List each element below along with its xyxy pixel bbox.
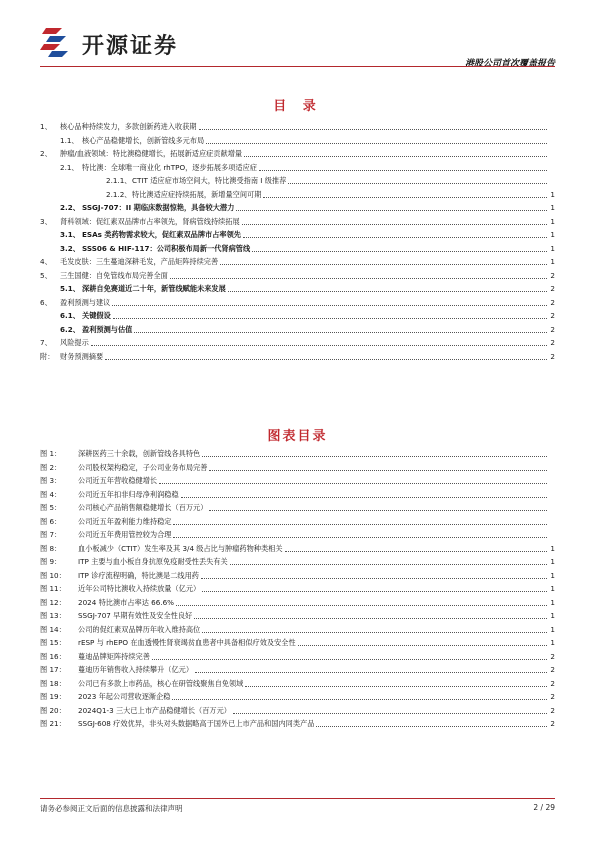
figure-text: 公司股权架构稳定，子公司业务布局完善 — [78, 462, 208, 472]
toc-number: 5、 — [40, 270, 52, 280]
toc-page: 2 — [550, 311, 555, 320]
figure-text: 公司核心产品销售额稳健增长（百万元） — [78, 503, 208, 512]
dot-leader — [173, 537, 547, 538]
toc-text: 三生国健：自免管线布局完善全面 — [60, 270, 168, 280]
dot-leader — [263, 197, 547, 198]
toc-page: 2 — [550, 297, 555, 307]
figure-entry[interactable] — [40, 515, 555, 529]
figure-entry[interactable] — [40, 704, 555, 718]
figure-number: 图 1： — [40, 449, 62, 458]
figure-text: SSGJ-707 早期有效性及安全性良好 — [78, 611, 193, 620]
toc-entry[interactable] — [40, 228, 555, 242]
toc-entry[interactable] — [40, 174, 555, 188]
figure-text: ITP 诊疗流程明确，特比澳是二线用药 — [78, 570, 199, 580]
toc-page: 1 — [550, 216, 555, 226]
dot-leader — [220, 264, 547, 265]
toc-text: SSS06 & HIF-117：公司积极布局新一代肾病管线 — [82, 243, 251, 253]
figure-number: 图 11： — [40, 584, 66, 593]
figure-number: 图 5： — [40, 503, 62, 512]
figure-page: 1 — [550, 597, 555, 607]
figure-text: 公司近五年费用管控较为合理 — [78, 530, 172, 539]
dot-leader — [316, 726, 547, 727]
dot-leader — [209, 470, 547, 471]
toc-page: 2 — [550, 351, 555, 361]
figure-text: 蔓迪品牌矩阵持续完善 — [78, 651, 150, 661]
dot-leader — [113, 318, 547, 319]
figure-entry[interactable] — [40, 461, 555, 475]
toc-text: 毛发皮肤：三生蔓迪深耕毛发，产品矩阵持续完善 — [60, 257, 219, 266]
figure-entry[interactable] — [40, 690, 555, 704]
figure-number: 图 8： — [40, 543, 62, 553]
dot-leader — [172, 699, 547, 700]
footer-disclaimer: 请务必参阅正文后面的信息披露和法律声明 — [40, 804, 183, 813]
dot-leader — [230, 564, 547, 565]
toc-entry[interactable] — [40, 269, 555, 283]
dot-leader — [202, 456, 547, 457]
figure-number: 图 19： — [40, 692, 66, 701]
toc-entry[interactable] — [40, 242, 555, 256]
figure-entry[interactable] — [40, 555, 555, 569]
figure-entry[interactable] — [40, 528, 555, 542]
figure-text: 公司近五年营收稳健增长 — [78, 476, 158, 485]
figure-number: 图 7： — [40, 530, 62, 539]
toc-text: 关键假设 — [82, 311, 111, 320]
figure-page: 1 — [550, 611, 555, 620]
toc-page: 2 — [550, 324, 555, 334]
dot-leader — [201, 578, 547, 579]
dot-leader — [285, 551, 547, 552]
toc-entry[interactable] — [40, 296, 555, 310]
toc-entry[interactable] — [40, 134, 555, 148]
toc-entry[interactable] — [40, 309, 555, 323]
toc-page: 1 — [550, 189, 555, 199]
dot-leader — [242, 224, 547, 225]
figure-number: 图 20： — [40, 705, 66, 715]
dot-leader — [202, 591, 547, 592]
figure-entry[interactable] — [40, 650, 555, 664]
figure-page: 2 — [550, 665, 555, 674]
toc-text: SSGJ-707：II 期临床数据惊艳，具备较大潜力 — [82, 203, 235, 212]
dot-leader — [298, 645, 547, 646]
figure-entry[interactable] — [40, 717, 555, 731]
page-number: 2 / 29 — [533, 803, 555, 812]
figure-entry[interactable] — [40, 677, 555, 691]
figure-page: 2 — [550, 678, 555, 688]
dot-leader — [176, 605, 547, 606]
toc-page: 1 — [550, 203, 555, 212]
figure-number: 图 6： — [40, 516, 62, 526]
dot-leader — [259, 170, 547, 171]
toc-text: CTIT 适应症市场空间大，特比澳受指南 I 级推荐 — [132, 176, 287, 185]
figure-page: 1 — [550, 624, 555, 634]
dot-leader — [105, 359, 547, 360]
header-divider — [40, 66, 555, 67]
dot-leader — [195, 672, 547, 673]
toc-page: 2 — [550, 338, 555, 347]
toc-number: 5.1、 — [60, 284, 80, 293]
toc-entry[interactable] — [40, 350, 555, 364]
figure-page: 2 — [550, 651, 555, 661]
dot-leader — [170, 278, 547, 279]
figure-entry[interactable] — [40, 488, 555, 502]
toc-number: 2.2、 — [60, 203, 80, 212]
figure-text: 公司近五年盈利能力维持稳定 — [78, 516, 172, 526]
toc-number: 7、 — [40, 338, 52, 347]
figure-number: 图 12： — [40, 597, 66, 607]
toc-page: 1 — [550, 257, 555, 266]
figure-entry[interactable] — [40, 663, 555, 677]
dot-leader — [91, 345, 547, 346]
dot-leader — [199, 129, 547, 130]
toc-number: 6、 — [40, 297, 52, 307]
toc-number: 3、 — [40, 216, 52, 226]
figure-number: 图 18： — [40, 678, 66, 688]
figures-title: 图表目录 — [267, 429, 328, 444]
toc-page: 1 — [550, 230, 555, 239]
toc-entry[interactable] — [40, 188, 555, 202]
page-header — [40, 18, 555, 69]
toc-entry[interactable] — [40, 147, 555, 161]
dot-leader — [194, 618, 547, 619]
dot-leader — [236, 210, 547, 211]
footer-divider — [40, 798, 555, 799]
toc-number: 2、 — [40, 149, 52, 158]
figure-text: 蔓迪历年销售收入持续攀升（亿元） — [78, 665, 194, 674]
figure-page: 2 — [550, 692, 555, 701]
dot-leader — [288, 183, 547, 184]
table-of-contents — [40, 120, 555, 363]
figure-page: 2 — [550, 705, 555, 715]
figure-page: 1 — [550, 570, 555, 580]
toc-number: 2.1.2、 — [106, 189, 132, 199]
figure-text: 公司近五年扣非归母净利润稳稳 — [78, 489, 179, 499]
figure-text: 公司已有多款上市药品，核心在研管线聚焦自免领域 — [78, 678, 244, 688]
dot-leader — [202, 632, 547, 633]
toc-number: 6.1、 — [60, 311, 80, 320]
figure-text: 2023 年起公司营收逐渐企稳 — [78, 692, 171, 701]
dot-leader — [244, 156, 547, 157]
figure-number: 图 15： — [40, 638, 66, 647]
toc-text: 盈利预测与估值 — [82, 324, 133, 334]
toc-text: 核心品种持续发力，多款创新药进入收获期 — [60, 122, 197, 131]
figure-list — [40, 447, 555, 731]
toc-text: 盈利预测与建议 — [60, 297, 111, 307]
dot-leader — [228, 291, 547, 292]
figure-text: 公司的促红素双品牌历年收入维持高位 — [78, 624, 201, 634]
toc-title: 目 录 — [273, 99, 322, 114]
toc-text: 肾科领域：促红素双品牌市占率领先，肾病管线持续拓展 — [60, 216, 240, 226]
toc-text: 核心产品稳健增长，创新管线多元布局 — [82, 135, 205, 145]
toc-page: 1 — [550, 243, 555, 253]
figure-entry[interactable] — [40, 609, 555, 623]
toc-number: 2.1、 — [60, 162, 79, 172]
toc-number: 6.2、 — [60, 324, 80, 334]
figure-number: 图 2： — [40, 462, 62, 472]
figure-page: 2 — [550, 719, 555, 728]
dot-leader — [112, 305, 547, 306]
dot-leader — [209, 510, 547, 511]
dot-leader — [181, 497, 547, 498]
toc-page: 2 — [550, 270, 555, 280]
toc-number: 1.1、 — [60, 135, 79, 145]
toc-text: ESAs 类药物需求较大，促红素双品牌市占率领先 — [82, 230, 241, 239]
dot-leader — [173, 524, 547, 525]
toc-entry[interactable] — [40, 336, 555, 350]
figure-entry[interactable] — [40, 623, 555, 637]
figure-number: 图 10： — [40, 570, 66, 580]
toc-page: 2 — [550, 284, 555, 293]
dot-leader — [252, 251, 547, 252]
figure-number: 图 17： — [40, 665, 66, 674]
toc-number: 3.2、 — [60, 243, 80, 253]
figure-entry[interactable] — [40, 582, 555, 596]
figure-number: 图 14： — [40, 624, 66, 634]
toc-text: 财务预测摘要 — [60, 351, 104, 361]
figure-number: 图 9： — [40, 557, 62, 566]
figure-entry[interactable] — [40, 501, 555, 515]
figure-number: 图 4： — [40, 489, 62, 499]
toc-entry[interactable] — [40, 161, 555, 175]
toc-entry[interactable] — [40, 215, 555, 229]
toc-text: 特比澳：全球唯一商业化 rhTPO，逐步拓展多项适应症 — [82, 162, 257, 172]
toc-text: 肿瘤/血液领域：特比澳稳健增长，拓展新适应症贡献增量 — [60, 149, 243, 158]
toc-entry[interactable] — [40, 201, 555, 215]
figure-entry[interactable] — [40, 569, 555, 583]
figure-number: 图 13： — [40, 611, 66, 620]
figure-entry[interactable] — [40, 596, 555, 610]
figure-text: 2024Q1-3 三大已上市产品稳健增长（百万元） — [78, 705, 231, 715]
toc-text: 深耕自免赛道近二十年，新管线赋能未来发展 — [82, 284, 226, 293]
figure-page: 1 — [550, 638, 555, 647]
figure-entry[interactable] — [40, 474, 555, 488]
toc-entry[interactable] — [40, 323, 555, 337]
toc-entry[interactable] — [40, 255, 555, 269]
figure-number: 图 3： — [40, 476, 62, 485]
figure-text: 血小板减少（CTIT）发生率及其 3/4 级占比与肿瘤药物种类相关 — [78, 543, 283, 553]
figure-page: 1 — [550, 557, 555, 566]
dot-leader — [233, 713, 547, 714]
figure-number: 图 21： — [40, 719, 66, 728]
figure-entry[interactable] — [40, 636, 555, 650]
figure-entry[interactable] — [40, 542, 555, 556]
figure-text: 深耕医药三十余载，创新管线各具特色 — [78, 449, 201, 458]
dot-leader — [152, 659, 547, 660]
figure-entry[interactable] — [40, 447, 555, 461]
figure-text: rESP 与 rhEPO 在血透慢性肾衰竭贫血患者中具备相似疗效及安全性 — [78, 638, 296, 647]
toc-entry[interactable] — [40, 282, 555, 296]
toc-entry[interactable] — [40, 120, 555, 134]
toc-number: 3.1、 — [60, 230, 80, 239]
figure-text: 2024 特比澳市占率达 66.6% — [78, 597, 175, 607]
toc-number: 1、 — [40, 122, 52, 131]
figure-page: 1 — [550, 543, 555, 553]
figure-text: ITP 主要与血小板自身抗原免疫耐受性丢失有关 — [78, 557, 228, 566]
figure-number: 图 16： — [40, 651, 66, 661]
dot-leader — [245, 686, 547, 687]
toc-number: 2.1.1、 — [106, 176, 132, 185]
dot-leader — [134, 332, 547, 333]
toc-number: 附： — [40, 351, 55, 361]
toc-number: 4、 — [40, 257, 52, 266]
logo-text: 开源证券 — [82, 34, 179, 59]
kaiyuan-logo-icon — [40, 24, 74, 58]
dot-leader — [206, 143, 547, 144]
toc-text: 风险提示 — [60, 338, 89, 347]
report-type-label: 港股公司首次覆盖报告 — [464, 59, 555, 69]
figure-page: 1 — [550, 584, 555, 593]
dot-leader — [243, 237, 547, 238]
toc-text: 特比澳适应症持续拓展，新增量空间可期 — [132, 189, 262, 199]
dot-leader — [159, 483, 547, 484]
figure-text: SSGJ-608 疗效优异，非头对头数据略高于国外已上市产品和国内同类产品 — [78, 719, 315, 728]
figure-text: 近年公司特比澳收入持续放量（亿元） — [78, 584, 201, 593]
